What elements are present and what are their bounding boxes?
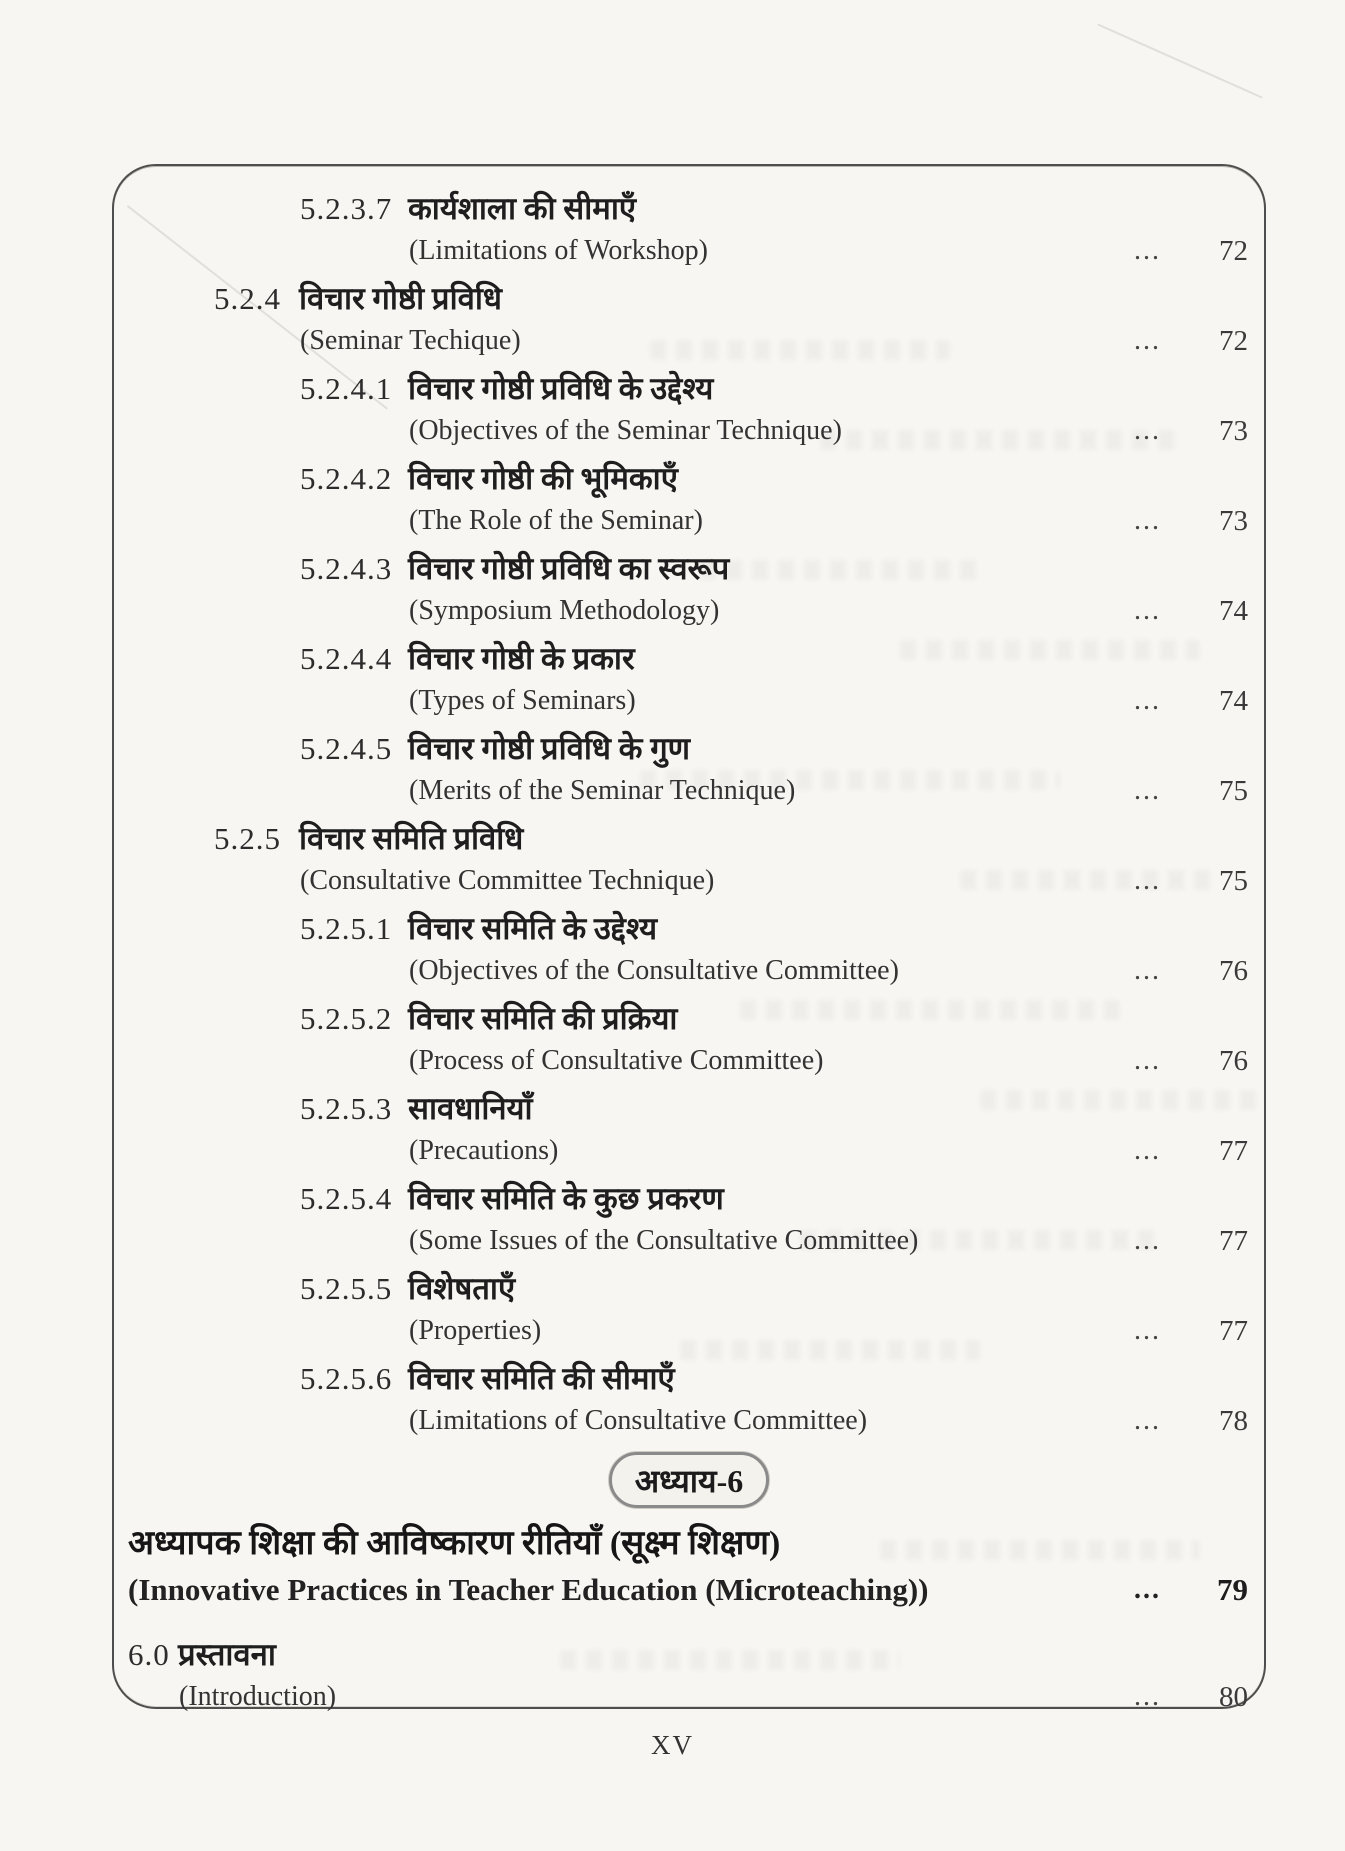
toc-entry [114,906,1264,996]
toc-entry-english-line [114,952,1264,994]
dots-leader: ... [1134,865,1161,896]
entry-title-hindi: सावधानियाँ [408,1091,533,1126]
toc-entry-hindi-line [114,186,1264,232]
entry-number: 5.2.4.1 [300,371,393,406]
toc-entry-english-line [114,1678,1264,1720]
entry-title-hindi: विचार गोष्ठी प्रविधि के गुण [408,731,691,766]
dots-leader: ... [1134,1405,1161,1436]
toc-entry-english-line [114,682,1264,724]
toc-content-box [112,164,1266,1713]
entry-title-english: (Limitations of Consultative Committee) [409,1405,868,1436]
toc-entry [114,366,1264,456]
dots-leader: ... [1134,595,1161,626]
entry-page-number: 72 [1219,325,1248,357]
dots-leader: ... [1134,1315,1161,1346]
entry-title-english: (Objectives of the Consultative Committee) [409,955,899,986]
entry-number: 5.2.4.4 [300,641,393,676]
entry-title-english: (Symposium Methodology) [409,595,720,626]
toc-entry-hindi-line [114,456,1264,502]
entry-number: 5.2.5.2 [300,1001,393,1036]
toc-entry-hindi-line [114,816,1264,862]
dots-leader: ... [1134,505,1161,536]
toc-entry-english-line [114,412,1264,454]
entry-number: 6.0 [128,1637,170,1672]
entry-number: 5.2.3.7 [300,191,393,226]
toc-entry-hindi-line [114,1632,1264,1678]
dots-leader: ... [1134,955,1161,986]
chapter-divider-label: अध्याय-6 [634,1462,744,1499]
toc-entry [114,546,1264,636]
toc-entry [114,186,1264,276]
entry-page-number: 75 [1219,865,1248,897]
toc-section-list [114,186,1264,1446]
entry-title-hindi: विशेषताएँ [408,1271,516,1306]
toc-entry [114,726,1264,816]
entry-number: 5.2.5.4 [300,1181,393,1216]
dots-leader: ... [1134,1681,1161,1712]
toc-entry-english-line [114,1132,1264,1174]
chapter-divider-row [114,1450,1264,1512]
toc-entry-english-line [114,1042,1264,1084]
entry-page-number: 80 [1219,1681,1248,1713]
entry-number: 5.2.5.1 [300,911,393,946]
dots-leader: ... [1134,1045,1161,1076]
entry-number: 5.2.4 [214,281,281,316]
dots-leader: ... [1134,1574,1161,1605]
entry-title-english: (Seminar Techique) [300,325,521,356]
entry-page-number: 73 [1219,505,1248,537]
toc-entry-english-line [114,322,1264,364]
entry-number: 5.2.4.3 [300,551,393,586]
dots-leader: ... [1134,1135,1161,1166]
toc-entry [114,816,1264,906]
entry-page-number: 76 [1219,955,1248,987]
entry-page-number: 75 [1219,775,1248,807]
entry-page-number: 73 [1219,415,1248,447]
toc-entry-english-line [114,1312,1264,1354]
entry-title-hindi: विचार समिति की सीमाएँ [408,1361,675,1396]
entry-title-hindi: विचार गोष्ठी की भूमिकाएँ [408,461,678,496]
page-footer-roman-numeral: XV [651,1730,694,1760]
dots-leader: ... [1134,415,1161,446]
toc-entry-english-line [114,502,1264,544]
entry-page-number: 77 [1219,1135,1248,1167]
entry-number: 5.2.5.6 [300,1361,393,1396]
toc-entry-hindi-line [114,1356,1264,1402]
entry-title-english: (Consultative Committee Technique) [300,865,715,896]
entry-title-hindi: विचार गोष्ठी प्रविधि के उद्देश्य [408,371,714,406]
toc-entries [114,166,1264,1713]
chapter-heading-page-number: 79 [1217,1572,1248,1607]
toc-entry-english-line [114,232,1264,274]
entry-title-hindi: विचार समिति प्रविधि [299,821,524,856]
toc-entry [114,1086,1264,1176]
dots-leader: ... [1134,325,1161,356]
entry-page-number: 74 [1219,685,1248,717]
toc-entry-hindi-line [114,996,1264,1042]
entry-page-number: 77 [1219,1315,1248,1347]
toc-entry-hindi-line [114,366,1264,412]
toc-entry [114,1176,1264,1266]
entry-title-english: (Properties) [409,1315,542,1346]
toc-entry [114,276,1264,366]
chapter-heading-english: (Innovative Practices in Teacher Education (Microteaching)) [128,1572,929,1607]
entry-page-number: 74 [1219,595,1248,627]
toc-entry-english-line [114,592,1264,634]
entry-title-english: (Types of Seminars) [409,685,636,716]
toc-entry-english-line [114,862,1264,904]
entry-title-hindi: कार्यशाला की सीमाएँ [408,191,637,226]
toc-entry [114,1266,1264,1356]
chapter-divider-pill [609,1452,769,1508]
entry-number: 5.2.4.5 [300,731,393,766]
entry-title-english: (Merits of the Seminar Technique) [409,775,796,806]
toc-entry-hindi-line [114,636,1264,682]
toc-entry-hindi-line [114,1086,1264,1132]
entry-page-number: 78 [1219,1405,1248,1437]
entry-title-hindi: विचार समिति की प्रक्रिया [408,1001,678,1036]
scan-scratch-artifact [1097,23,1262,98]
toc-entry-hindi-line [114,1176,1264,1222]
entry-title-hindi: विचार गोष्ठी प्रविधि का स्वरूप [408,551,730,586]
entry-title-english: (Process of Consultative Committee) [409,1045,824,1076]
toc-entry [114,636,1264,726]
toc-entry [114,1632,1264,1722]
dots-leader: ... [1134,685,1161,716]
toc-entry [114,456,1264,546]
entry-title-hindi: प्रस्तावना [178,1637,276,1672]
entry-page-number: 76 [1219,1045,1248,1077]
toc-entry-hindi-line [114,276,1264,322]
toc-entry-english-line [114,772,1264,814]
dots-leader: ... [1134,775,1161,806]
toc-entry-hindi-line [114,546,1264,592]
entry-title-english: (Limitations of Workshop) [409,235,708,266]
chapter-heading-english-line [114,1568,1264,1616]
toc-entry [114,1356,1264,1446]
entry-number: 5.2.5.3 [300,1091,393,1126]
entry-title-hindi: विचार समिति के कुछ प्रकरण [408,1181,724,1216]
dots-leader: ... [1134,235,1161,266]
toc-entry-hindi-line [114,906,1264,952]
toc-entry-hindi-line [114,726,1264,772]
entry-title-english: (Objectives of the Seminar Technique) [409,415,842,446]
entry-title-hindi: विचार समिति के उद्देश्य [408,911,658,946]
entry-title-english: (Precautions) [409,1135,559,1166]
entry-title-hindi: विचार गोष्ठी के प्रकार [408,641,635,676]
dots-leader: ... [1134,1225,1161,1256]
entry-page-number: 72 [1219,235,1248,267]
toc-entry-english-line [114,1222,1264,1264]
toc-entry [114,996,1264,1086]
entry-page-number: 77 [1219,1225,1248,1257]
entry-title-english: (Some Issues of the Consultative Committee) [409,1225,919,1256]
intro-entry-list [114,1632,1264,1722]
toc-entry-hindi-line [114,1266,1264,1312]
entry-number: 5.2.5 [214,821,281,856]
entry-title-english: (The Role of the Seminar) [409,505,703,536]
entry-number: 5.2.4.2 [300,461,393,496]
entry-title-hindi: विचार गोष्ठी प्रविधि [299,281,502,316]
toc-entry-english-line [114,1402,1264,1444]
chapter-heading-hindi: अध्यापक शिक्षा की आविष्कारण रीतियाँ (सूक्ष्म शिक्षण) [128,1525,781,1562]
entry-title-english: (Introduction) [179,1681,337,1712]
entry-number: 5.2.5.5 [300,1271,393,1306]
chapter-heading [114,1520,1264,1616]
